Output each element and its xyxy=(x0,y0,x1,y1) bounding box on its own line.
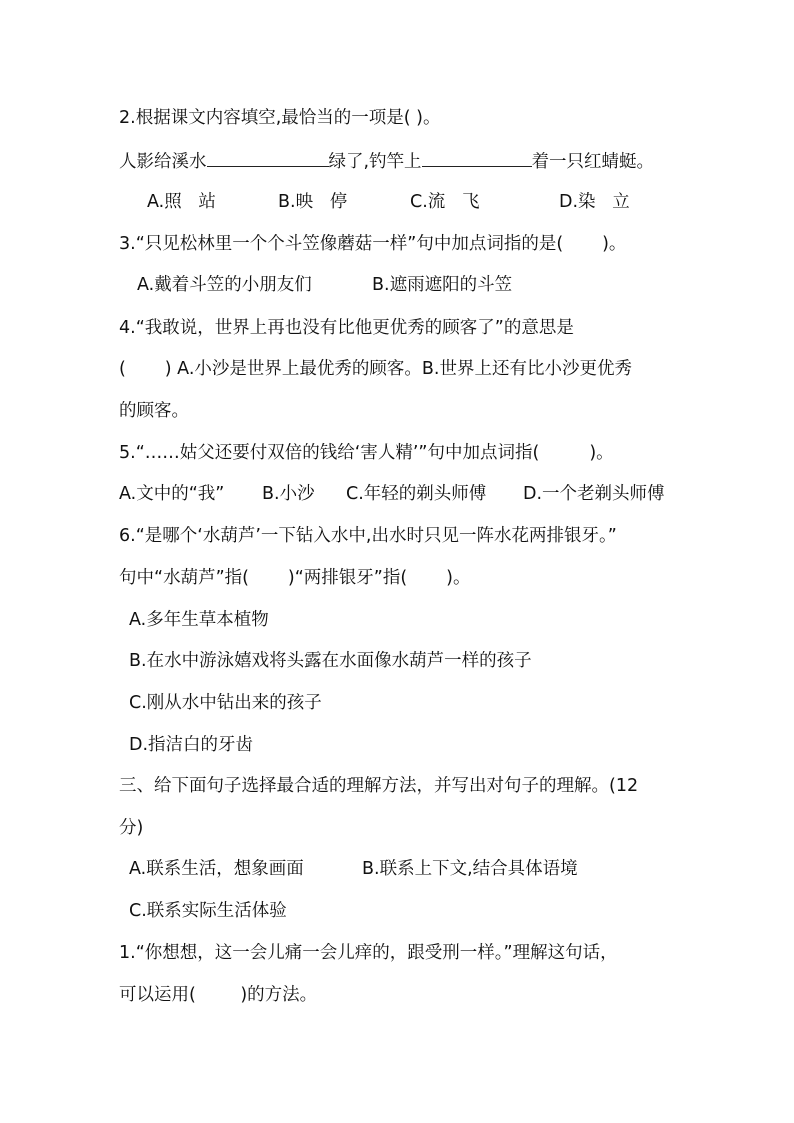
s3q1-line-1: 1.“你想想，这一会儿痛一会儿痒的，跟受刑一样。”理解这句话， xyxy=(119,943,618,963)
q4-line-2: ( ) A.小沙是世界上最优秀的顾客。B.世界上还有比小沙更优秀 xyxy=(119,359,632,379)
q6-line-2: 句中“水葫芦”指( )“两排银牙”指( )。 xyxy=(119,568,471,588)
q2-sentence-part-c: 着一只红蜻蜓。 xyxy=(531,152,655,172)
section3-method-b: B.联系上下文,结合具体语境 xyxy=(362,859,578,879)
q6-option-c: C.刚从水中钻出来的孩子 xyxy=(129,693,322,713)
section3-method-a: A.联系生活，想象画面 xyxy=(129,859,304,879)
q3-stem: 3.“只见松林里一个个斗笠像蘑菇一样”句中加点词指的是( )。 xyxy=(119,234,627,254)
q2-sentence xyxy=(119,148,654,174)
q3-option-b: B.遮雨遮阳的斗笠 xyxy=(372,275,513,295)
q2-option-c: C.流 飞 xyxy=(410,192,480,212)
q4-line-3: 的顾客。 xyxy=(119,401,189,421)
q6-option-b: B.在水中游泳嬉戏将头露在水面像水葫芦一样的孩子 xyxy=(129,651,532,671)
q2-option-d: D.染 立 xyxy=(559,192,630,212)
q2-sentence-part-a: 人影给溪水 xyxy=(119,152,207,172)
section3-heading-line-2: 分) xyxy=(119,818,144,838)
q5-option-b: B.小沙 xyxy=(262,484,315,504)
q2-stem: 2.根据课文内容填空,最恰当的一项是( )。 xyxy=(119,108,441,128)
section3-method-c: C.联系实际生活体验 xyxy=(129,901,287,921)
q2-blank-2[interactable] xyxy=(422,148,532,167)
q2-blank-1[interactable] xyxy=(207,148,329,167)
q5-option-d: D.一个老剃头师傅 xyxy=(523,484,665,504)
q5-option-c: C.年轻的剃头师傅 xyxy=(346,484,487,504)
q2-option-b: B.映 停 xyxy=(278,192,348,212)
q5-option-a: A.文中的“我” xyxy=(119,484,225,504)
q2-sentence-part-b: 绿了,钓竿上 xyxy=(328,152,422,172)
q6-option-d: D.指洁白的牙齿 xyxy=(129,735,254,755)
q5-stem: 5.“……姑父还要付双倍的钱给‘害人精’”句中加点词指( )。 xyxy=(119,443,614,463)
q6-line-1: 6.“是哪个‘水葫芦’一下钻入水中,出水时只见一阵水花两排银牙。” xyxy=(119,526,617,546)
q4-line-1: 4.“我敢说，世界上再也没有比他更优秀的顾客了”的意思是 xyxy=(119,318,574,338)
q3-option-a: A.戴着斗笠的小朋友们 xyxy=(137,275,312,295)
q6-option-a: A.多年生草本植物 xyxy=(129,610,269,630)
q2-option-a: A.照 站 xyxy=(147,192,216,212)
s3q1-line-2: 可以运用( )的方法。 xyxy=(119,985,318,1005)
section3-heading-line-1: 三、给下面句子选择最合适的理解方法，并写出对句子的理解。(12 xyxy=(119,776,639,796)
